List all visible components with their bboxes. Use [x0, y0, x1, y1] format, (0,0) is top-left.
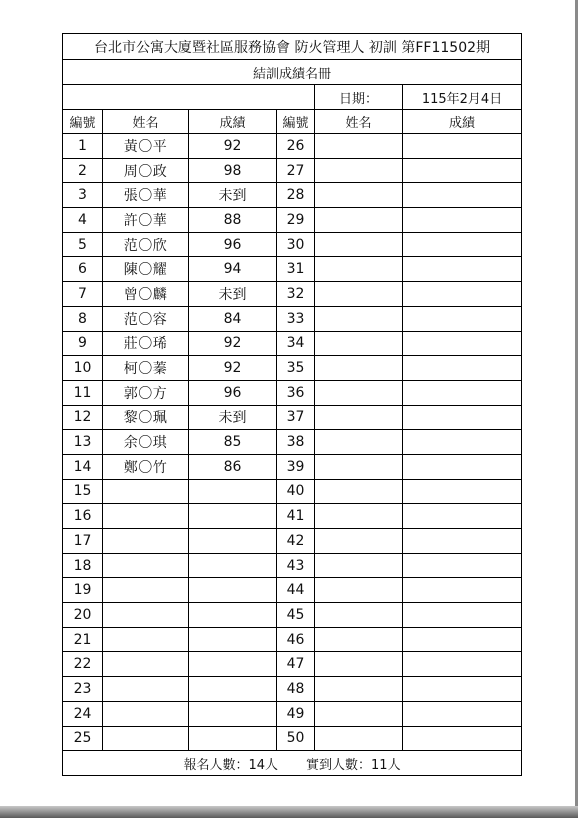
table-row	[63, 232, 522, 257]
right-number-cell: 48	[277, 677, 315, 702]
right-score-cell	[403, 603, 522, 628]
attended-count: 實到人數：11人	[306, 757, 401, 773]
page-bottom-shadow	[0, 806, 578, 818]
subtitle-row	[63, 60, 522, 85]
left-number-cell: 8	[63, 306, 103, 331]
left-name-cell: 曾〇麟	[103, 282, 189, 307]
right-number-cell: 33	[277, 306, 315, 331]
left-name-cell	[103, 652, 189, 677]
right-score-cell	[403, 430, 522, 455]
right-number-cell: 28	[277, 183, 315, 208]
left-score-cell: 未到	[189, 282, 277, 307]
left-score-cell: 86	[189, 454, 277, 479]
right-number-cell: 44	[277, 578, 315, 603]
right-name-cell	[315, 208, 403, 233]
table-row	[63, 208, 522, 233]
right-score-cell	[403, 504, 522, 529]
footer-row	[63, 751, 522, 776]
date-value: 115年2月4日	[403, 85, 522, 110]
left-name-cell: 黃〇平	[103, 134, 189, 159]
left-score-cell	[189, 701, 277, 726]
right-score-cell	[403, 677, 522, 702]
table-row	[63, 454, 522, 479]
left-name-cell: 黎〇珮	[103, 405, 189, 430]
left-score-cell: 96	[189, 232, 277, 257]
left-score-cell: 92	[189, 331, 277, 356]
left-number-cell: 21	[63, 627, 103, 652]
right-score-cell	[403, 701, 522, 726]
left-score-cell: 88	[189, 208, 277, 233]
header-score-left: 成績	[189, 110, 277, 134]
right-name-cell	[315, 627, 403, 652]
right-score-cell	[403, 331, 522, 356]
table-row	[63, 158, 522, 183]
score-roster-table	[62, 33, 522, 776]
right-score-cell	[403, 627, 522, 652]
left-number-cell: 7	[63, 282, 103, 307]
left-number-cell: 16	[63, 504, 103, 529]
right-name-cell	[315, 454, 403, 479]
left-score-cell	[189, 677, 277, 702]
table-row	[63, 652, 522, 677]
left-number-cell: 15	[63, 479, 103, 504]
table-row	[63, 479, 522, 504]
left-number-cell: 9	[63, 331, 103, 356]
right-number-cell: 47	[277, 652, 315, 677]
title-row	[63, 34, 522, 60]
right-number-cell: 30	[277, 232, 315, 257]
left-score-cell: 98	[189, 158, 277, 183]
left-score-cell	[189, 726, 277, 751]
right-score-cell	[403, 158, 522, 183]
right-number-cell: 34	[277, 331, 315, 356]
left-name-cell	[103, 529, 189, 554]
table-row	[63, 134, 522, 159]
header-score-right: 成績	[403, 110, 522, 134]
right-number-cell: 45	[277, 603, 315, 628]
table-row	[63, 183, 522, 208]
right-score-cell	[403, 405, 522, 430]
left-name-cell	[103, 578, 189, 603]
right-score-cell	[403, 282, 522, 307]
left-number-cell: 23	[63, 677, 103, 702]
left-number-cell: 22	[63, 652, 103, 677]
right-name-cell	[315, 356, 403, 381]
left-name-cell: 郭〇方	[103, 380, 189, 405]
right-name-cell	[315, 232, 403, 257]
left-score-cell: 未到	[189, 183, 277, 208]
left-score-cell: 96	[189, 380, 277, 405]
table-row	[63, 627, 522, 652]
right-name-cell	[315, 183, 403, 208]
registered-count: 報名人數：14人	[183, 757, 279, 773]
left-score-cell: 92	[189, 356, 277, 381]
left-name-cell: 范〇容	[103, 306, 189, 331]
date-row	[63, 85, 522, 110]
right-score-cell	[403, 232, 522, 257]
right-score-cell	[403, 356, 522, 381]
right-score-cell	[403, 380, 522, 405]
left-name-cell: 周〇政	[103, 158, 189, 183]
table-row	[63, 282, 522, 307]
right-name-cell	[315, 726, 403, 751]
table-row	[63, 405, 522, 430]
right-name-cell	[315, 306, 403, 331]
table-row	[63, 430, 522, 455]
right-name-cell	[315, 603, 403, 628]
right-name-cell	[315, 282, 403, 307]
right-name-cell	[315, 380, 403, 405]
left-score-cell	[189, 479, 277, 504]
table-row	[63, 331, 522, 356]
right-score-cell	[403, 578, 522, 603]
left-number-cell: 4	[63, 208, 103, 233]
left-score-cell	[189, 553, 277, 578]
left-name-cell	[103, 479, 189, 504]
header-number-left: 編號	[63, 110, 103, 134]
right-score-cell	[403, 257, 522, 282]
left-number-cell: 3	[63, 183, 103, 208]
left-score-cell: 85	[189, 430, 277, 455]
right-name-cell	[315, 158, 403, 183]
left-number-cell: 18	[63, 553, 103, 578]
right-score-cell	[403, 479, 522, 504]
right-score-cell	[403, 306, 522, 331]
left-number-cell: 1	[63, 134, 103, 159]
left-number-cell: 2	[63, 158, 103, 183]
right-number-cell: 50	[277, 726, 315, 751]
left-name-cell: 范〇欣	[103, 232, 189, 257]
table-row	[63, 603, 522, 628]
table-row	[63, 701, 522, 726]
right-number-cell: 40	[277, 479, 315, 504]
right-number-cell: 46	[277, 627, 315, 652]
left-name-cell	[103, 726, 189, 751]
left-name-cell	[103, 677, 189, 702]
left-number-cell: 14	[63, 454, 103, 479]
left-name-cell: 莊〇琋	[103, 331, 189, 356]
left-name-cell	[103, 603, 189, 628]
right-name-cell	[315, 553, 403, 578]
left-name-cell	[103, 504, 189, 529]
right-score-cell	[403, 183, 522, 208]
right-number-cell: 49	[277, 701, 315, 726]
right-number-cell: 37	[277, 405, 315, 430]
right-number-cell: 36	[277, 380, 315, 405]
left-score-cell: 92	[189, 134, 277, 159]
left-name-cell	[103, 553, 189, 578]
table-row	[63, 257, 522, 282]
right-name-cell	[315, 504, 403, 529]
right-number-cell: 35	[277, 356, 315, 381]
table-row	[63, 578, 522, 603]
right-score-cell	[403, 529, 522, 554]
column-header-row	[63, 110, 522, 134]
left-name-cell: 柯〇蓁	[103, 356, 189, 381]
left-score-cell: 未到	[189, 405, 277, 430]
left-number-cell: 12	[63, 405, 103, 430]
table-row	[63, 529, 522, 554]
right-number-cell: 43	[277, 553, 315, 578]
right-score-cell	[403, 553, 522, 578]
right-name-cell	[315, 529, 403, 554]
right-name-cell	[315, 479, 403, 504]
left-number-cell: 17	[63, 529, 103, 554]
attendance-summary	[63, 751, 522, 776]
left-score-cell	[189, 603, 277, 628]
left-number-cell: 19	[63, 578, 103, 603]
left-score-cell	[189, 627, 277, 652]
date-label: 日期：	[315, 85, 403, 110]
left-score-cell	[189, 504, 277, 529]
right-number-cell: 39	[277, 454, 315, 479]
right-number-cell: 31	[277, 257, 315, 282]
right-name-cell	[315, 701, 403, 726]
left-number-cell: 20	[63, 603, 103, 628]
right-number-cell: 32	[277, 282, 315, 307]
left-name-cell	[103, 701, 189, 726]
left-number-cell: 10	[63, 356, 103, 381]
left-score-cell: 94	[189, 257, 277, 282]
left-number-cell: 25	[63, 726, 103, 751]
table-row	[63, 553, 522, 578]
date-row-blank	[63, 85, 315, 110]
left-score-cell	[189, 578, 277, 603]
table-row	[63, 380, 522, 405]
header-number-right: 編號	[277, 110, 315, 134]
left-number-cell: 5	[63, 232, 103, 257]
right-name-cell	[315, 578, 403, 603]
right-score-cell	[403, 454, 522, 479]
right-name-cell	[315, 257, 403, 282]
right-score-cell	[403, 134, 522, 159]
right-name-cell	[315, 652, 403, 677]
left-name-cell: 許〇華	[103, 208, 189, 233]
right-name-cell	[315, 430, 403, 455]
right-score-cell	[403, 726, 522, 751]
left-number-cell: 6	[63, 257, 103, 282]
document-subtitle: 結訓成績名冊	[63, 60, 522, 85]
table-row	[63, 726, 522, 751]
header-name-left: 姓名	[103, 110, 189, 134]
right-name-cell	[315, 134, 403, 159]
header-name-right: 姓名	[315, 110, 403, 134]
left-score-cell: 84	[189, 306, 277, 331]
left-name-cell: 余〇琪	[103, 430, 189, 455]
right-number-cell: 27	[277, 158, 315, 183]
document-title: 台北市公寓大廈暨社區服務協會 防火管理人 初訓 第FF11502期	[63, 34, 522, 60]
left-score-cell	[189, 529, 277, 554]
right-name-cell	[315, 331, 403, 356]
table-row	[63, 356, 522, 381]
left-number-cell: 13	[63, 430, 103, 455]
right-number-cell: 41	[277, 504, 315, 529]
right-number-cell: 29	[277, 208, 315, 233]
right-number-cell: 42	[277, 529, 315, 554]
right-number-cell: 38	[277, 430, 315, 455]
left-score-cell	[189, 652, 277, 677]
left-name-cell	[103, 627, 189, 652]
right-name-cell	[315, 677, 403, 702]
table-row	[63, 677, 522, 702]
right-score-cell	[403, 208, 522, 233]
table-row	[63, 306, 522, 331]
left-number-cell: 24	[63, 701, 103, 726]
table-row	[63, 504, 522, 529]
right-number-cell: 26	[277, 134, 315, 159]
left-number-cell: 11	[63, 380, 103, 405]
left-name-cell: 張〇華	[103, 183, 189, 208]
left-name-cell: 陳〇耀	[103, 257, 189, 282]
left-name-cell: 鄭〇竹	[103, 454, 189, 479]
right-name-cell	[315, 405, 403, 430]
right-score-cell	[403, 652, 522, 677]
